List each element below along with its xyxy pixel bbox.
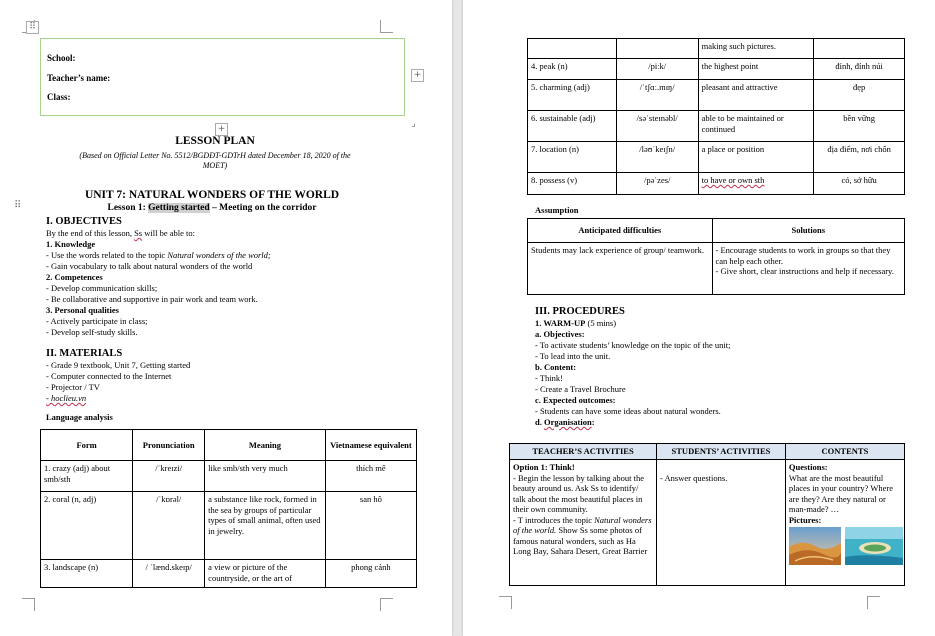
intro-pre: By the end of this lesson,: [46, 228, 132, 238]
pictures-heading: Pictures:: [788, 514, 822, 525]
lesson-highlight: Getting started: [148, 203, 210, 213]
cell-viet: bền vững: [814, 111, 905, 142]
competences-item: - Be collaborative and supportive in pair work and team work.: [46, 294, 258, 304]
cell-form: 2. coral (n, adj): [41, 492, 133, 560]
solution-item: - Encourage students to work in groups so that they can help each other.: [715, 245, 891, 266]
cell-viet: đẹp: [814, 80, 905, 111]
cell-meaning: making such pictures.: [698, 39, 814, 59]
assumption-heading: Assumption: [535, 205, 579, 215]
lesson-prefix: Lesson 1:: [107, 203, 146, 213]
assumption-header-difficulties: Anticipated difficulties: [528, 219, 713, 243]
cell-viet: địa điểm, nơi chốn: [814, 142, 905, 173]
outcomes-sub-heading: c. Expected outcomes:: [535, 395, 616, 405]
cell-teacher-activities: [510, 460, 657, 586]
objectives-intro: [46, 228, 416, 239]
procedures-heading: III. PROCEDURES: [535, 306, 625, 317]
cell-solutions: [712, 243, 904, 295]
materials-item: - Grade 9 textbook, Unit 7, Getting started: [46, 360, 191, 370]
questions-heading: Questions:: [788, 462, 828, 472]
header-box[interactable]: [40, 38, 405, 116]
table-header-meaning: Meaning: [205, 430, 326, 461]
organisation-label: Organisation: [543, 417, 592, 427]
cell-meaning: pleasant and attractive: [698, 80, 814, 111]
lesson-subtitle: [0, 203, 424, 214]
content-sub-item: - Create a Travel Brochure: [535, 384, 626, 394]
plus-icon[interactable]: +: [411, 69, 424, 82]
solution-item: - Give short, clear instructions and help if necessary.: [715, 266, 894, 276]
cell-form: 5. charming (adj): [528, 80, 617, 111]
cell-viet: đỉnh, đỉnh núi: [814, 59, 905, 80]
teacher-activity-item: [513, 515, 653, 557]
intro-ss: Ss: [134, 228, 143, 238]
assumption-table[interactable]: [527, 218, 905, 295]
cell-form: 1. crazy (adj) about smb/sth: [41, 461, 133, 492]
cell-meaning: [698, 173, 814, 195]
cell-viet: có, sở hữu: [814, 173, 905, 195]
language-analysis-table-p2[interactable]: [527, 38, 905, 195]
cell-viet: [814, 39, 905, 59]
materials-item[interactable]: - hoclieu.vn: [46, 393, 87, 403]
cell-form: 8. possess (v): [528, 173, 617, 195]
teacher-2-post: Show Ss some photos of famous natural wonders, such as Ha Long Bay, Sahara Desert, Great Barrier: [513, 525, 648, 556]
competences-item: - Develop communication skills;: [46, 283, 158, 293]
table-row[interactable]: [528, 142, 905, 173]
teacher-activity-item: - Begin the lesson by talking about the beauty around us. Ask Ss to identify/ talk about the most beautiful places in their own community.: [513, 472, 645, 514]
student-activity-item: - Answer questions.: [660, 473, 728, 483]
crop-mark: [867, 596, 880, 609]
cell-meaning: like smb/sth very much: [205, 461, 326, 492]
cell-meaning: a place or position: [698, 142, 814, 173]
cell-pron: /ˈkɒrəl/: [133, 492, 205, 560]
cell-form: 3. landscape (n): [41, 560, 133, 588]
based-on-line-2: MOET): [202, 161, 228, 170]
objectives-sub-item: - To lead into the unit.: [535, 351, 611, 361]
table-row[interactable]: [528, 39, 905, 59]
cell-pron: / ˈlænd.skeɪp/: [133, 560, 205, 588]
content-sub-item: - Think!: [535, 373, 563, 383]
assumption-header-solutions: Solutions: [712, 219, 904, 243]
table-row[interactable]: [510, 460, 905, 586]
table-row[interactable]: [528, 111, 905, 142]
cell-meaning-text: to have or own sth: [701, 175, 765, 185]
cell-viet: phong cảnh: [325, 560, 416, 588]
organisation-colon: :: [591, 417, 595, 427]
teacher-2-topic: Natural wonders of the world.: [513, 514, 652, 535]
cell-form: [528, 39, 617, 59]
cell-pron: /səˈsteɪnəbl/: [616, 111, 698, 142]
cell-students-activities: [657, 460, 786, 586]
resize-corner-icon[interactable]: ⌟: [411, 119, 416, 129]
cell-pron: /ˈtʃɑː.mɪŋ/: [616, 80, 698, 111]
drag-handle-icon[interactable]: ⠿: [14, 200, 23, 211]
knowledge-1-pre: - Use the words related to the topic: [46, 250, 166, 260]
lesson-suffix: – Meeting on the corridor: [212, 203, 317, 213]
knowledge-1-topic: Natural wonders of the world;: [167, 250, 271, 260]
knowledge-item: [46, 250, 416, 261]
objectives-section: [46, 216, 416, 423]
qualities-item: - Actively participate in class;: [46, 316, 148, 326]
content-sub-heading: b. Content:: [535, 362, 577, 372]
cell-meaning: able to be maintained or continued: [698, 111, 814, 142]
cell-pron: [616, 39, 698, 59]
outcomes-sub-item: - Students can have some ideas about natural wonders.: [535, 406, 721, 416]
cell-pron: /pəˈzes/: [616, 173, 698, 195]
language-analysis-heading: Language analysis: [46, 412, 113, 422]
pictures-row: [789, 527, 901, 567]
materials-item: - Projector / TV: [46, 382, 100, 392]
option-title: Option 1: Think!: [513, 462, 575, 472]
crop-mark: [499, 596, 512, 609]
lesson-plan-title: LESSON PLAN: [175, 135, 255, 147]
table-row[interactable]: [41, 492, 417, 560]
table-header-vietnamese: Vietnamese equivalent: [325, 430, 416, 461]
cell-pron: /ˈkreɪzi/: [133, 461, 205, 492]
school-label: School:: [47, 53, 76, 63]
cell-form: 6. sustainable (adj): [528, 111, 617, 142]
cell-meaning: a substance like rock, formed in the sea by groups of particular types of small animal, often used in jewelry.: [205, 492, 326, 560]
crop-mark: [380, 20, 393, 33]
cell-meaning: the highest point: [698, 59, 814, 80]
unit-title: UNIT 7: NATURAL WONDERS OF THE WORLD: [84, 189, 340, 201]
crop-mark: [22, 598, 35, 611]
language-analysis-table-p1[interactable]: [40, 429, 417, 588]
header-teacher-activities: TEACHER’S ACTIVITIES: [510, 444, 657, 460]
reef-photo: [845, 527, 903, 565]
organisation-sub-heading: [535, 417, 905, 428]
header-contents: CONTENTS: [785, 444, 904, 460]
plus-icon[interactable]: +: [215, 123, 228, 136]
procedures-section: [535, 306, 905, 428]
desert-photo: [789, 527, 841, 565]
document-page-1: [0, 0, 452, 636]
cell-pron: /ləʊˈkeɪʃn/: [616, 142, 698, 173]
table-move-handle-icon[interactable]: ⠿: [26, 21, 39, 34]
teacher-name-label: Teacher’s name:: [47, 73, 111, 83]
teacher-2-pre: - T introduces the topic: [513, 514, 593, 525]
table-header-form: Form: [41, 430, 133, 461]
table-row[interactable]: [41, 560, 417, 588]
based-on-note: [40, 151, 390, 171]
table-row[interactable]: [528, 59, 905, 80]
table-row[interactable]: [528, 80, 905, 111]
based-on-line-1: (Based on Official Letter No. 5512/BGDĐT-GDTrH dated December 18, 2020 of the: [79, 151, 351, 160]
materials-item: - Computer connected to the Internet: [46, 371, 172, 381]
questions-text: What are the most beautiful places in your country? Where are they? Are they natural or man-made? …: [788, 472, 894, 514]
warmup-time: (5 mins): [587, 318, 617, 328]
warmup-label: 1. WARM-UP: [535, 318, 586, 328]
qualities-heading: 3. Personal qualities: [46, 305, 119, 315]
document-page-2: [463, 0, 935, 636]
cell-pron: /piːk/: [616, 59, 698, 80]
cell-form: 7. location (n): [528, 142, 617, 173]
table-header-pronunciation: Pronunciation: [133, 430, 205, 461]
organisation-prefix: d.: [535, 417, 542, 427]
cell-contents: [785, 460, 904, 586]
class-label: Class:: [47, 92, 71, 102]
cell-meaning: a view or picture of the countryside, or the art of: [205, 560, 326, 588]
knowledge-heading: 1. Knowledge: [46, 239, 96, 249]
warmup-heading: [535, 318, 905, 329]
objectives-sub-item: - To activate students’ knowledge on the topic of the unit;: [535, 340, 731, 350]
cell-form: 4. peak (n): [528, 59, 617, 80]
intro-post: will be able to:: [144, 228, 196, 238]
header-students-activities: STUDENTS’ ACTIVITIES: [657, 444, 786, 460]
table-row[interactable]: [528, 243, 905, 295]
table-row[interactable]: [41, 461, 417, 492]
knowledge-item: - Gain vocabulary to talk about natural wonders of the world: [46, 261, 253, 271]
objectives-sub-heading: a. Objectives:: [535, 329, 585, 339]
objectives-heading: I. OBJECTIVES: [46, 216, 122, 227]
competences-heading: 2. Competences: [46, 272, 103, 282]
cell-viet: thích mê: [325, 461, 416, 492]
materials-heading: II. MATERIALS: [46, 348, 123, 359]
cell-difficulty: Students may lack experience of group/ teamwork.: [528, 243, 713, 295]
activities-table[interactable]: [509, 443, 905, 586]
cell-viet: san hô: [325, 492, 416, 560]
crop-mark: [380, 598, 393, 611]
qualities-item: - Develop self-study skills.: [46, 327, 138, 337]
table-row[interactable]: [528, 173, 905, 195]
